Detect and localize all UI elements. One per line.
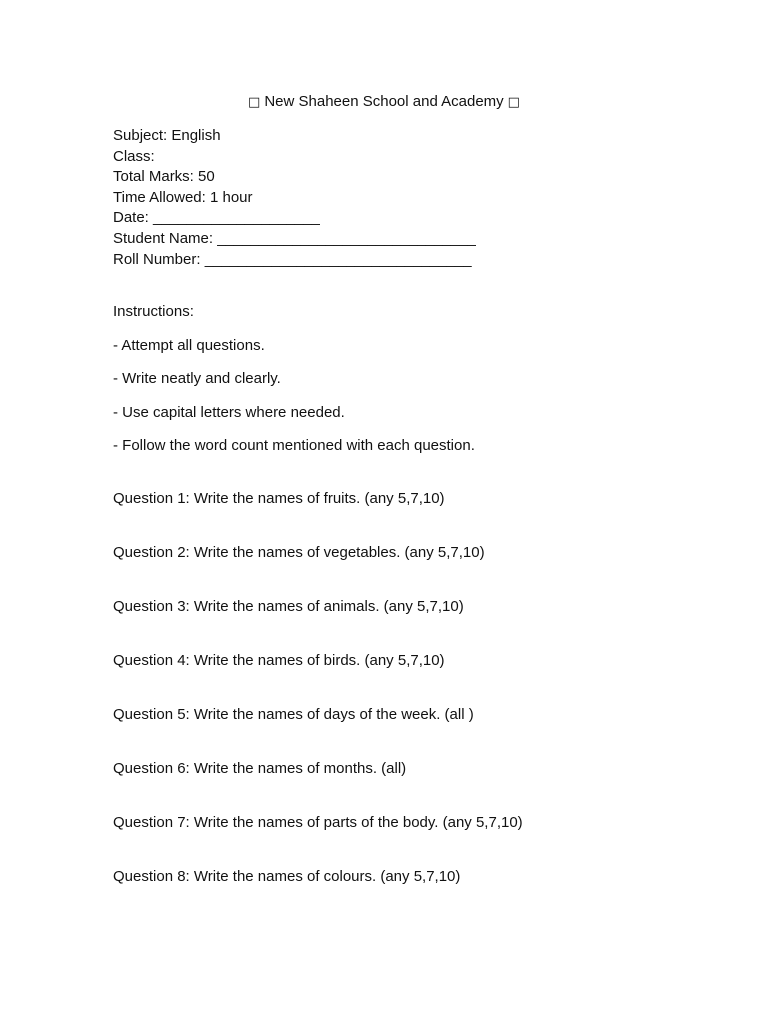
student-name-line: Student Name: _______________________________ bbox=[113, 229, 476, 247]
instruction-item: - Follow the word count mentioned with each question. bbox=[113, 437, 475, 454]
question-4: Question 4: Write the names of birds. (any 5,7,10) bbox=[113, 652, 445, 669]
questions-section bbox=[113, 490, 523, 922]
placeholder-glyph-icon: □ bbox=[248, 95, 261, 110]
question-6: Question 6: Write the names of months. (all) bbox=[113, 760, 407, 777]
exam-details bbox=[113, 126, 476, 270]
instructions-section bbox=[113, 303, 475, 455]
total-marks-line: Total Marks: 50 bbox=[113, 168, 215, 186]
question-8: Question 8: Write the names of colours. (any 5,7,10) bbox=[113, 868, 461, 885]
school-title bbox=[0, 93, 768, 112]
instruction-item: - Use capital letters where needed. bbox=[113, 403, 345, 421]
time-allowed-line: Time Allowed: 1 hour bbox=[113, 188, 253, 206]
instruction-item: - Attempt all questions. bbox=[113, 336, 265, 354]
instruction-item: - Write neatly and clearly. bbox=[113, 370, 281, 387]
subject-line: Subject: English bbox=[113, 127, 221, 144]
instructions-heading: Instructions: bbox=[113, 303, 194, 320]
date-line: Date: ____________________ bbox=[113, 209, 320, 227]
question-3: Question 3: Write the names of animals. (any 5,7,10) bbox=[113, 598, 464, 615]
question-2: Question 2: Write the names of vegetables. (any 5,7,10) bbox=[113, 544, 485, 561]
question-7: Question 7: Write the names of parts of the body. (any 5,7,10) bbox=[113, 814, 523, 831]
class-line: Class: bbox=[113, 147, 155, 165]
school-name: New Shaheen School and Academy bbox=[264, 93, 504, 110]
question-5: Question 5: Write the names of days of the week. (all ) bbox=[113, 706, 474, 723]
placeholder-glyph-icon: □ bbox=[507, 95, 520, 110]
roll-number-line: Roll Number: ________________________________ bbox=[113, 250, 472, 268]
question-1: Question 1: Write the names of fruits. (any 5,7,10) bbox=[113, 490, 445, 507]
